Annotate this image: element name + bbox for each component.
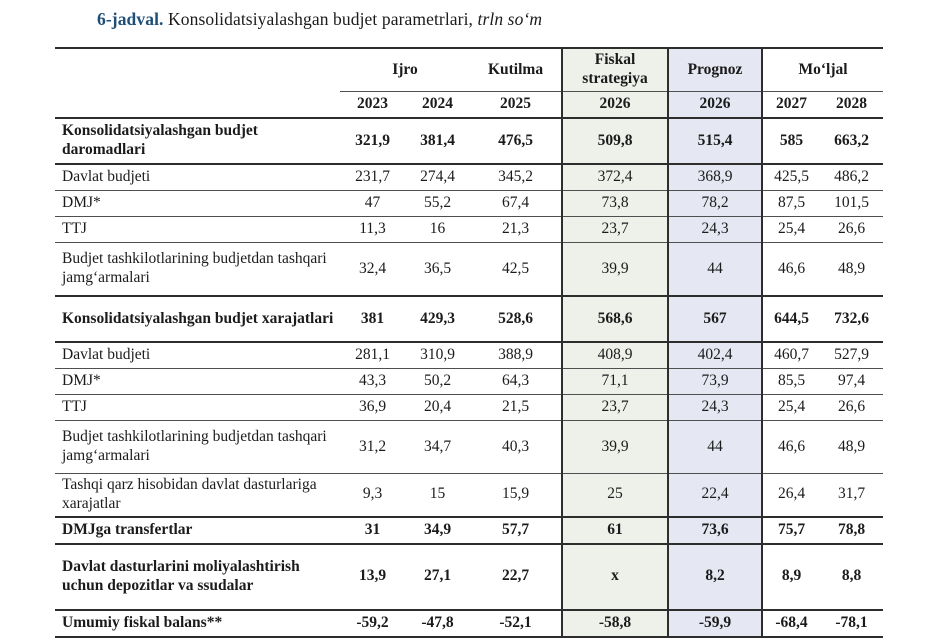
table-cell: 85,5 (762, 369, 820, 395)
table-cell: 36,9 (340, 395, 405, 421)
table-cell: 321,9 (340, 118, 405, 164)
table-cell: 78,2 (668, 191, 762, 217)
table-cell: 22,7 (470, 544, 562, 610)
table-cell: 16 (405, 217, 470, 243)
table-cell: 36,5 (405, 243, 470, 297)
table-cell: 24,3 (668, 217, 762, 243)
table-cell: 71,1 (562, 369, 668, 395)
year-header: 2026 (668, 92, 762, 119)
table-cell: 402,4 (668, 342, 762, 369)
table-cell: 73,6 (668, 517, 762, 544)
row-label: DMJ* (55, 369, 340, 395)
table-cell: 50,2 (405, 369, 470, 395)
table-cell: 25,4 (762, 395, 820, 421)
table-cell: 34,7 (405, 421, 470, 474)
table-cell: 39,9 (562, 421, 668, 474)
table-row (55, 395, 883, 421)
table-cell: 32,4 (340, 243, 405, 297)
table-cell: 21,3 (470, 217, 562, 243)
row-label: TTJ (55, 395, 340, 421)
table-cell: 425,5 (762, 164, 820, 191)
table-cell: 46,6 (762, 243, 820, 297)
table-cell: 527,9 (820, 342, 883, 369)
table-cell: 509,8 (562, 118, 668, 164)
table-cell: 460,7 (762, 342, 820, 369)
table-cell: 281,1 (340, 342, 405, 369)
table-cell: 15,9 (470, 474, 562, 517)
table-row (55, 118, 883, 164)
table-cell: 11,3 (340, 217, 405, 243)
table-cell: 732,6 (820, 296, 883, 342)
table-cell: 663,2 (820, 118, 883, 164)
table-cell: 381 (340, 296, 405, 342)
row-label: Davlat budjeti (55, 342, 340, 369)
table-cell: 27,1 (405, 544, 470, 610)
table-title (97, 9, 542, 30)
table-cell: 31 (340, 517, 405, 544)
table-cell: 31,2 (340, 421, 405, 474)
table-row (55, 191, 883, 217)
row-label-column-header (55, 48, 340, 118)
table-cell: 46,6 (762, 421, 820, 474)
row-label: Konsolidatsiyalashgan budjet daromadlari (55, 118, 340, 164)
table-number: 6-jadval. (97, 9, 164, 29)
table-row (55, 243, 883, 297)
column-group-fiskal-strategiya: Fiskal strategiya (562, 48, 668, 92)
table-cell: 8,8 (820, 544, 883, 610)
table-cell: 568,6 (562, 296, 668, 342)
budget-parameters-table (55, 47, 883, 638)
table-cell: 274,4 (405, 164, 470, 191)
column-group-moljal: Moʻljal (762, 48, 883, 92)
table-cell: 310,9 (405, 342, 470, 369)
table-cell: 47 (340, 191, 405, 217)
table-cell: 231,7 (340, 164, 405, 191)
table-cell: -59,2 (340, 610, 405, 637)
table-cell: 22,4 (668, 474, 762, 517)
table-row (55, 164, 883, 191)
table-cell: 408,9 (562, 342, 668, 369)
column-group-prognoz: Prognoz (668, 48, 762, 92)
table-cell: 585 (762, 118, 820, 164)
table-cell: 9,3 (340, 474, 405, 517)
year-header: 2023 (340, 92, 405, 119)
table-cell: 78,8 (820, 517, 883, 544)
table-cell: 55,2 (405, 191, 470, 217)
table-cell: 26,4 (762, 474, 820, 517)
table-cell: x (562, 544, 668, 610)
table-cell: 73,8 (562, 191, 668, 217)
table-body (55, 118, 883, 637)
table-cell: -78,1 (820, 610, 883, 637)
table-cell: 73,9 (668, 369, 762, 395)
table-row (55, 296, 883, 342)
table-cell: 476,5 (470, 118, 562, 164)
table-cell: 25 (562, 474, 668, 517)
table-cell: 44 (668, 243, 762, 297)
table-cell: 57,7 (470, 517, 562, 544)
table-cell: 368,9 (668, 164, 762, 191)
table-row (55, 342, 883, 369)
table-cell: 8,9 (762, 544, 820, 610)
table-cell: 75,7 (762, 517, 820, 544)
column-group-kutilma: Kutilma (470, 48, 562, 92)
year-header: 2028 (820, 92, 883, 119)
table-row (55, 610, 883, 637)
table-cell: 20,4 (405, 395, 470, 421)
table-cell: 429,3 (405, 296, 470, 342)
table-cell: 13,9 (340, 544, 405, 610)
table-cell: 64,3 (470, 369, 562, 395)
table-header (55, 48, 883, 118)
title-text: Konsolidatsiyalashgan budjet parametrlari, (163, 9, 478, 29)
table-cell: 345,2 (470, 164, 562, 191)
table-cell: 23,7 (562, 217, 668, 243)
year-header: 2027 (762, 92, 820, 119)
table-cell: 34,9 (405, 517, 470, 544)
table-cell: 26,6 (820, 395, 883, 421)
table-cell: 61 (562, 517, 668, 544)
table-cell: -68,4 (762, 610, 820, 637)
table-row (55, 474, 883, 517)
table-cell: -52,1 (470, 610, 562, 637)
table-cell: 15 (405, 474, 470, 517)
table-cell: 567 (668, 296, 762, 342)
column-group-ijro: Ijro (340, 48, 470, 92)
table-cell: 44 (668, 421, 762, 474)
table-cell: 97,4 (820, 369, 883, 395)
row-label: Davlat dasturlarini moliyalashtirish uchun depozitlar va ssudalar (55, 544, 340, 610)
table-cell: 381,4 (405, 118, 470, 164)
row-label: Budjet tashkilotlarining budjetdan tashqari jamgʻarmalari (55, 243, 340, 297)
row-label: Umumiy fiskal balans** (55, 610, 340, 637)
row-label: Konsolidatsiyalashgan budjet xarajatlari (55, 296, 340, 342)
table-cell: 42,5 (470, 243, 562, 297)
table-cell: 372,4 (562, 164, 668, 191)
group-header-row (55, 48, 883, 92)
table-cell: 43,3 (340, 369, 405, 395)
table-cell: 26,6 (820, 217, 883, 243)
table-cell: 40,3 (470, 421, 562, 474)
year-header: 2026 (562, 92, 668, 119)
row-label: TTJ (55, 217, 340, 243)
row-label: DMJga transfertlar (55, 517, 340, 544)
table-cell: 24,3 (668, 395, 762, 421)
table-cell: 486,2 (820, 164, 883, 191)
year-header: 2025 (470, 92, 562, 119)
year-header: 2024 (405, 92, 470, 119)
row-label: Budjet tashkilotlarining budjetdan tashqari jamgʻarmalari (55, 421, 340, 474)
title-unit: trln soʻm (477, 9, 543, 29)
table-cell: 48,9 (820, 421, 883, 474)
table-cell: 67,4 (470, 191, 562, 217)
table-cell: -59,9 (668, 610, 762, 637)
table-row (55, 217, 883, 243)
table-cell: -58,8 (562, 610, 668, 637)
table-cell: 48,9 (820, 243, 883, 297)
table-cell: 515,4 (668, 118, 762, 164)
table-cell: 528,6 (470, 296, 562, 342)
row-label: Tashqi qarz hisobidan davlat dasturlariga xarajatlar (55, 474, 340, 517)
table-row (55, 369, 883, 395)
table-cell: 25,4 (762, 217, 820, 243)
table-cell: 101,5 (820, 191, 883, 217)
table-row (55, 421, 883, 474)
table-cell: 8,2 (668, 544, 762, 610)
table-row (55, 517, 883, 544)
table-cell: 21,5 (470, 395, 562, 421)
row-label: Davlat budjeti (55, 164, 340, 191)
table-cell: 644,5 (762, 296, 820, 342)
table-cell: 31,7 (820, 474, 883, 517)
table-cell: -47,8 (405, 610, 470, 637)
table-cell: 388,9 (470, 342, 562, 369)
table-row (55, 544, 883, 610)
row-label: DMJ* (55, 191, 340, 217)
table-cell: 39,9 (562, 243, 668, 297)
table-cell: 87,5 (762, 191, 820, 217)
table-cell: 23,7 (562, 395, 668, 421)
